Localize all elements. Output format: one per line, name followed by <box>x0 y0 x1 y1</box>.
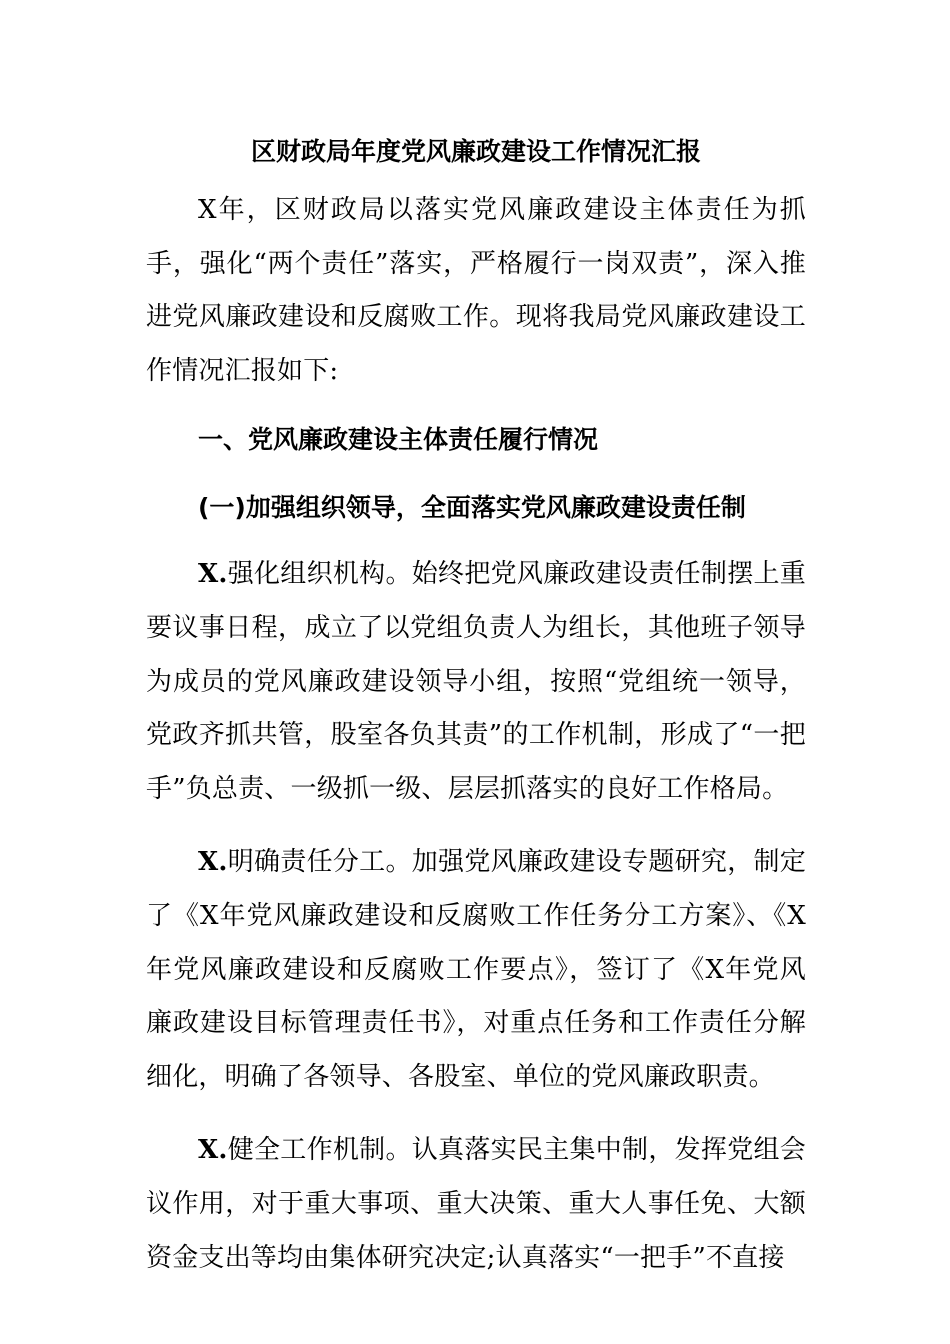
document-title: 区财政局年度党风廉政建设工作情况汇报 <box>250 137 701 166</box>
document-body <box>146 130 806 1305</box>
subsection-heading: (一)加强组织领导，全面落实党风廉政建设责任制 <box>198 493 746 523</box>
item-paragraph-1 <box>146 548 806 816</box>
item-paragraph-3 <box>146 1124 806 1285</box>
item-text: 强化组织机构。始终把党风廉政建设责任制摆上重要议事日程，成立了以党组负责人为组长，其他班子领导为成员的党风廉政建设领导小组，按照“党组统一领导，党政齐抓共管，股室各负其责”的工作机制，形成了“一把手”负总责、一级抓一级、层层抓落实的良好工作格局。 <box>146 559 806 804</box>
item-number: X. <box>198 1135 228 1166</box>
item-paragraph-2 <box>146 836 806 1104</box>
item-text: 健全工作机制。认真落实民主集中制，发挥党组会议作用，对于重大事项、重大决策、重大人事任免、大额资金支出等均由集体研究决定;认真落实“一把手”不直接 <box>146 1135 806 1273</box>
item-text: 明确责任分工。加强党风廉政建设专题研究，制定了《X年党风廉政建设和反腐败工作任务分工方案》、《X年党风廉政建设和反腐败工作要点》，签订了《X年党风廉政建设目标管理责任书》，对重点任务和工作责任分解细化，明确了各领导、各股室、单位的党风廉政职责。 <box>146 847 806 1092</box>
section-heading: 一、党风廉政建设主体责任履行情况 <box>198 425 599 455</box>
intro-paragraph: X年，区财政局以落实党风廉政建设主体责任为抓手，强化“两个责任”落实，严格履行一岗双责”，深入推进党风廉政建设和反腐败工作。现将我局党风廉政建设工作情况汇报如下: <box>146 195 806 386</box>
item-number: X. <box>198 847 228 878</box>
item-number: X. <box>198 559 228 590</box>
